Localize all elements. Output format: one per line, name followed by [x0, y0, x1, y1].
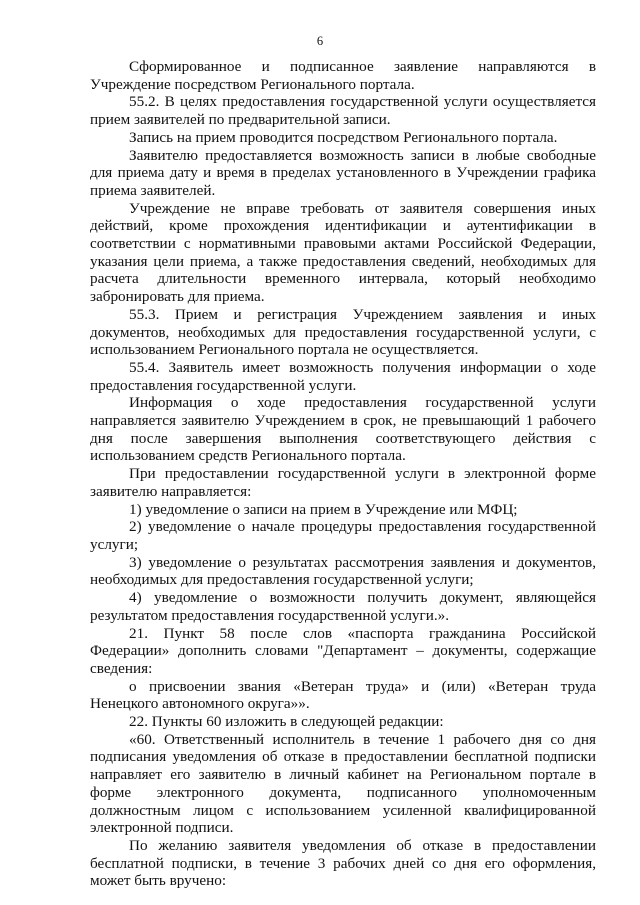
paragraph: о присвоении звания «Ветеран труда» и (или) «Ветеран труда Ненецкого автономного округа»». — [90, 677, 596, 713]
paragraph: По желанию заявителя уведомления об отказе в предоставлении бесплатной подписки, в течение 3 рабочих дней со дня его оформления, может быть вручено: — [90, 836, 596, 890]
paragraph: Учреждение не вправе требовать от заявителя совершения иных действий, кроме прохождения идентификации и аутентификации в соответствии с нормативными правовыми актами Российской Федерации, указания цели приема, а также предоставления сведений, необходимых для расчета длительности временного интервала, который необходимо забронировать для приема. — [90, 199, 596, 306]
paragraph: 22. Пункты 60 изложить в следующей редакции: — [129, 713, 444, 731]
list-item: 4) уведомление о возможности получить документ, являющейся результатом предоставления государственной услуги.». — [90, 589, 596, 624]
paragraph: Сформированное и подписанное заявление направляются в Учреждение посредством Регионального портала. — [90, 58, 596, 93]
list-item: 3) уведомление о результатах рассмотрения заявления и документов, необходимых для предоставления государственной услуги; — [90, 553, 596, 589]
paragraph: 55.3. Прием и регистрация Учреждением заявления и иных документов, необходимых для предоставления государственной услуги, с использованием Регионального портала не осуществляется. — [90, 305, 596, 359]
paragraph: Заявителю предоставляется возможность записи в любые свободные для приема дату и время в пределах установленного в Учреждении графика приема заявителей. — [90, 146, 596, 199]
paragraph: Запись на прием проводится посредством Регионального портала. — [129, 128, 558, 146]
paragraph: Информация о ходе предоставления государственной услуги направляется заявителю Учреждением в срок, не превышающий 1 рабочего дня после завершения выполнения соответствующего действия с использованием средств Регионального портала. — [90, 394, 596, 465]
paragraph: 55.4. Заявитель имеет возможность получения информации о ходе предоставления государственной услуги. — [90, 358, 596, 394]
paragraph: При предоставлении государственной услуги в электронной форме заявителю направляется: — [90, 465, 596, 500]
list-item: 2) уведомление о начале процедуры предоставления государственной услуги; — [90, 518, 596, 553]
paragraph: «60. Ответственный исполнитель в течение 1 рабочего дня со дня подписания уведомления об отказе в предоставлении бесплатной подписки направляет его заявителю в личный кабинет на Региональном портале в форме электронного документа, подписанного уполномоченным должностным лицом с использованием усиленной квалифицированной электронной подписи. — [90, 730, 596, 837]
document-body — [90, 58, 596, 890]
list-item: 1) уведомление о записи на прием в Учреждение или МФЦ; — [129, 500, 518, 518]
paragraph: 55.2. В целях предоставления государственной услуги осуществляется прием заявителей по предварительной записи. — [90, 93, 596, 129]
page-number: 6 — [316, 34, 324, 48]
paragraph: 21. Пункт 58 после слов «паспорта гражданина Российской Федерации» дополнить словами "Департамент – документы, содержащие сведения: — [90, 624, 596, 677]
